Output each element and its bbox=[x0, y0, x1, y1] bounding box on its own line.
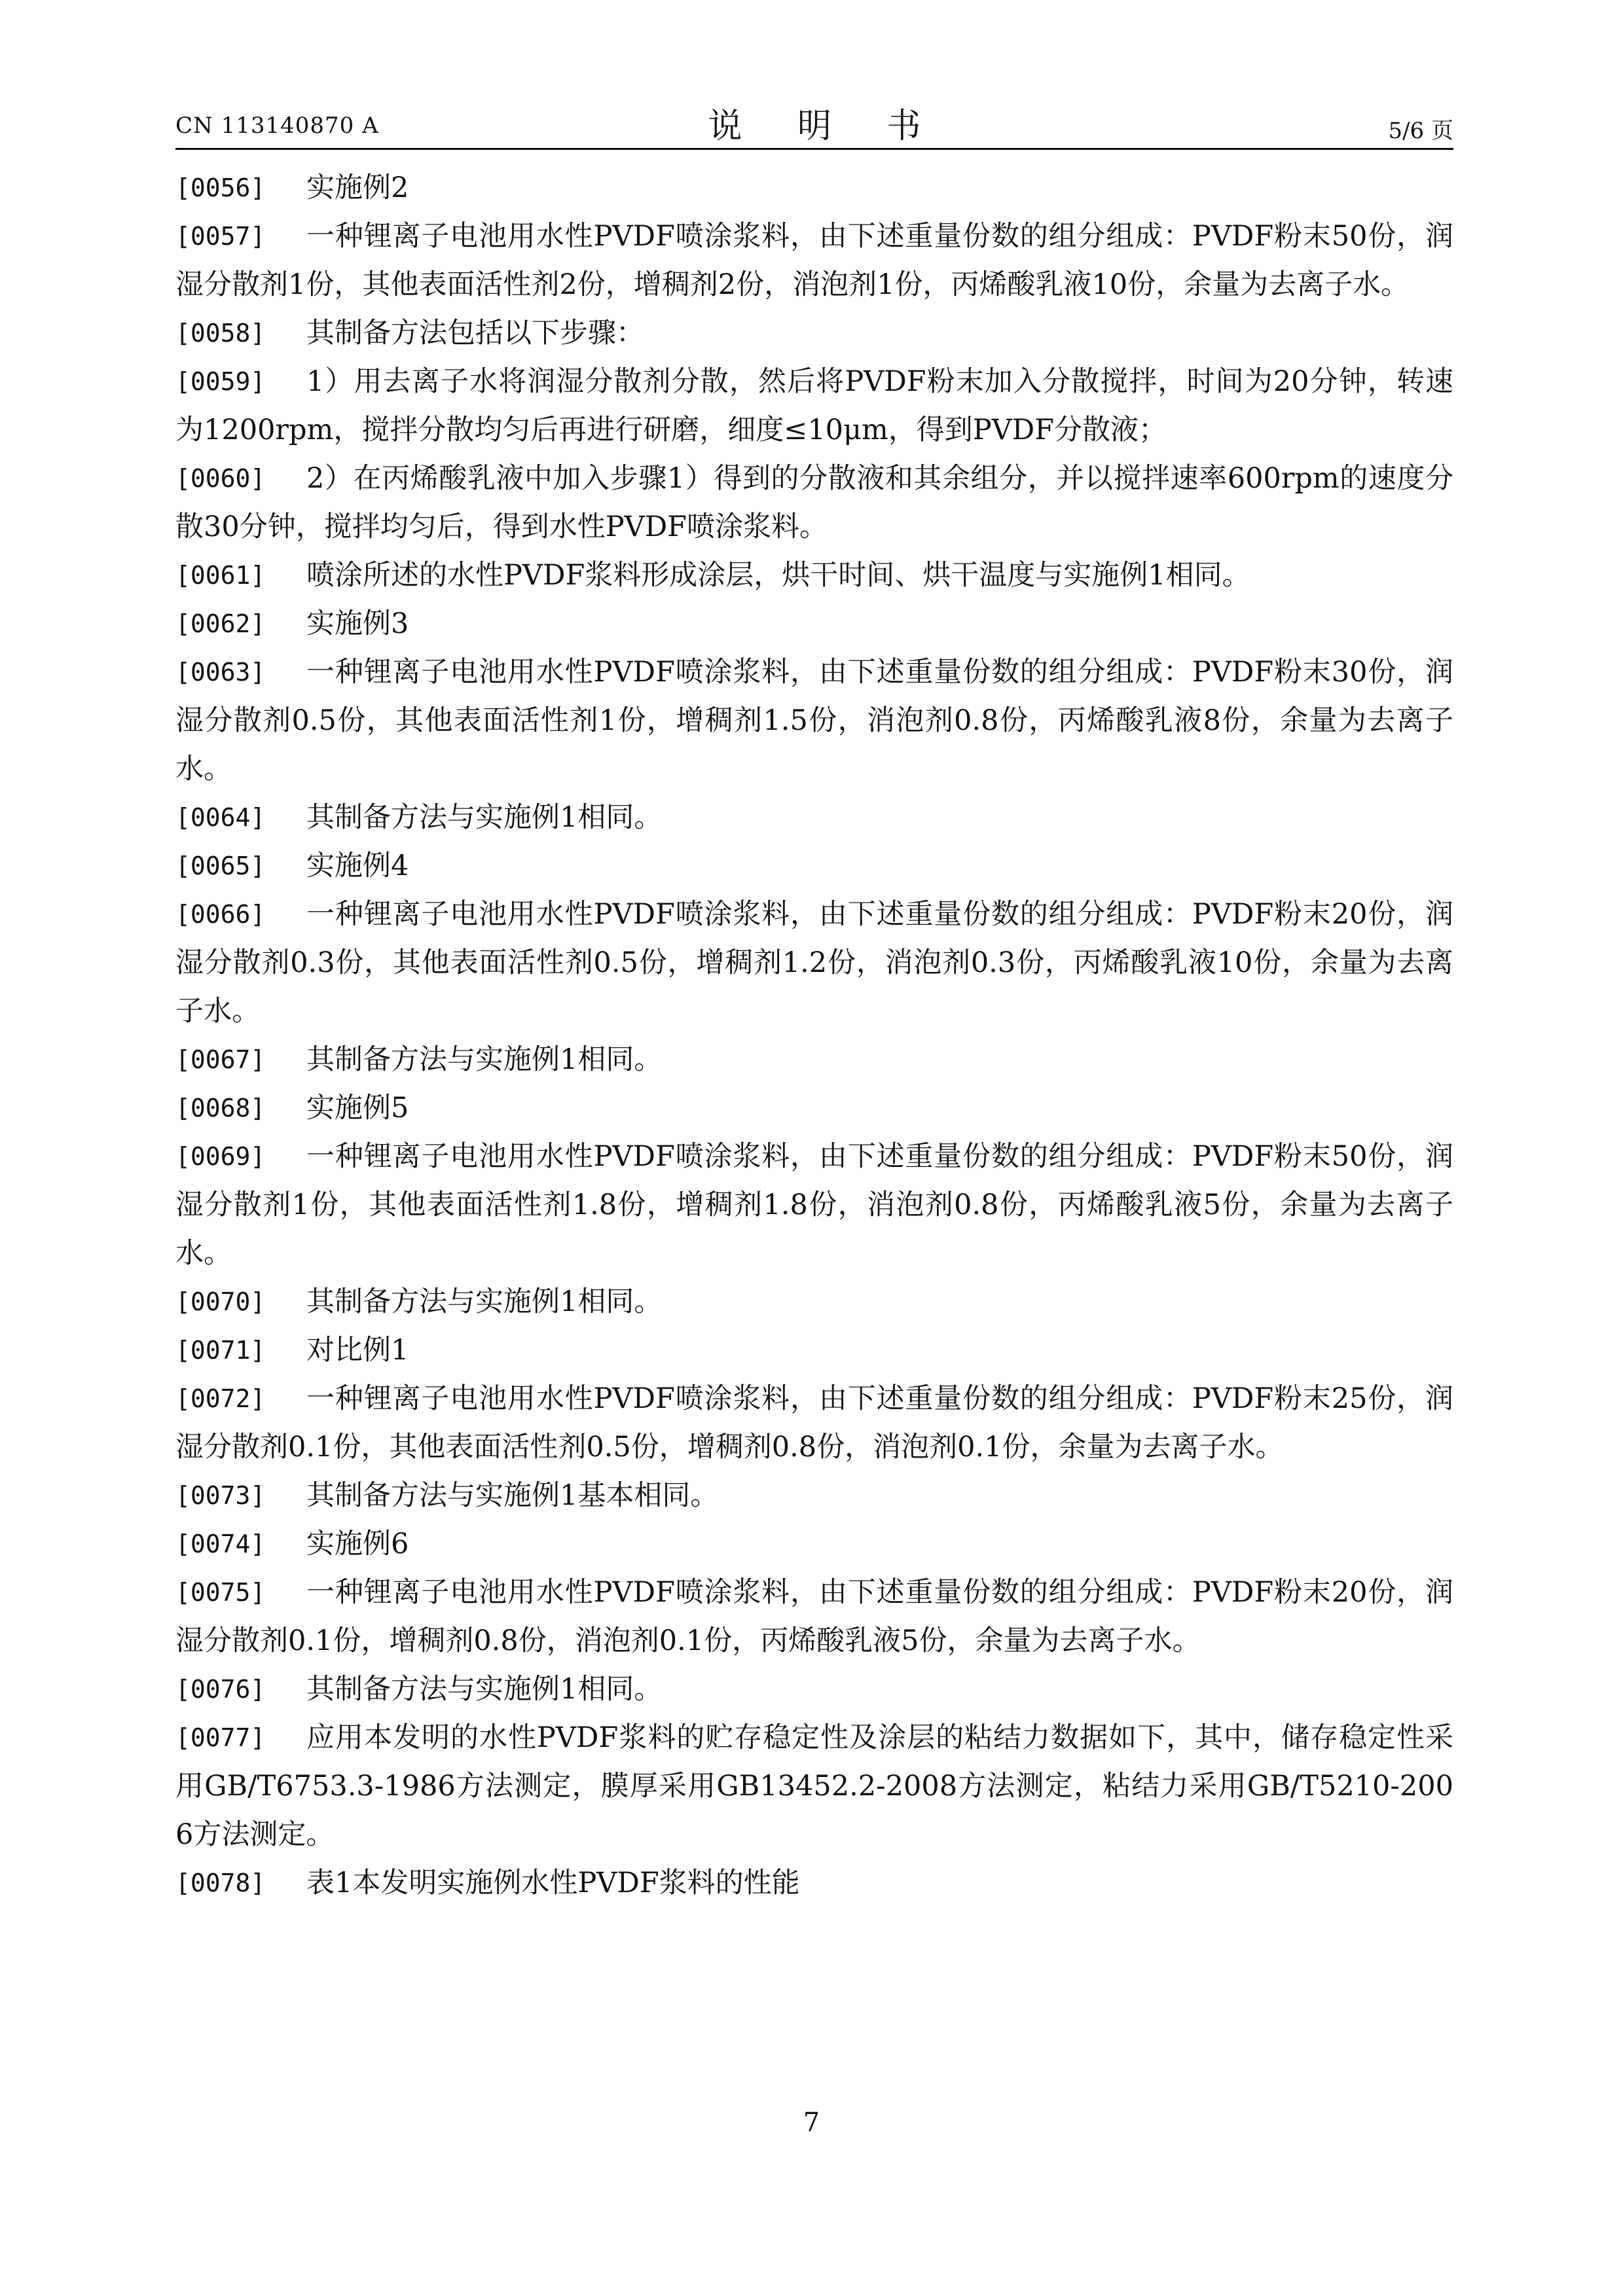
paragraph-text: 实施例3 bbox=[306, 607, 409, 640]
paragraph bbox=[175, 1471, 1453, 1520]
paragraph bbox=[175, 551, 1453, 600]
paragraph-text: 应用本发明的水性PVDF浆料的贮存稳定性及涂层的粘结力数据如下，其中，储存稳定性采用GB/T6753.3-1986方法测定，膜厚采用GB13452.2-2008方法测定，粘结力采用GB/T5210-2006方法测定。 bbox=[175, 1721, 1453, 1851]
paragraph-number: [0058] bbox=[175, 319, 266, 348]
paragraph bbox=[175, 1374, 1453, 1471]
header-divider bbox=[175, 148, 1453, 150]
paragraph-number: [0069] bbox=[175, 1142, 266, 1171]
paragraph-number: [0062] bbox=[175, 609, 266, 638]
paragraph-number: [0077] bbox=[175, 1723, 266, 1752]
paragraph bbox=[175, 309, 1453, 357]
paragraph-text: 其制备方法与实施例1相同。 bbox=[306, 801, 663, 834]
paragraph-number: [0059] bbox=[175, 367, 266, 396]
paragraph-number: [0065] bbox=[175, 852, 266, 880]
paragraph-text: 一种锂离子电池用水性PVDF喷涂浆料，由下述重量份数的组分组成：PVDF粉末25份，润湿分散剂0.1份，其他表面活性剂0.5份，增稠剂0.8份，消泡剂0.1份，余量为去离子水。 bbox=[175, 1382, 1453, 1463]
paragraph-text: 其制备方法与实施例1相同。 bbox=[306, 1285, 663, 1318]
paragraph bbox=[175, 648, 1453, 793]
paragraph-text: 喷涂所述的水性PVDF浆料形成涂层，烘干时间、烘干温度与实施例1相同。 bbox=[306, 559, 1250, 592]
paragraph bbox=[175, 1520, 1453, 1568]
paragraph-number: [0076] bbox=[175, 1675, 266, 1704]
paragraph-text: 实施例5 bbox=[306, 1092, 409, 1124]
paragraph-number: [0061] bbox=[175, 561, 266, 590]
paragraph-number: [0072] bbox=[175, 1384, 266, 1413]
paragraph-number: [0066] bbox=[175, 900, 266, 929]
paragraph-number: [0060] bbox=[175, 464, 266, 493]
paragraph-number: [0073] bbox=[175, 1481, 266, 1510]
document-body bbox=[175, 164, 1453, 1907]
paragraph-text: 实施例6 bbox=[306, 1528, 409, 1560]
paragraph-number: [0078] bbox=[175, 1869, 266, 1897]
paragraph bbox=[175, 600, 1453, 648]
page-header bbox=[175, 98, 1453, 151]
paragraph-text: 一种锂离子电池用水性PVDF喷涂浆料，由下述重量份数的组分组成：PVDF粉末50份，润湿分散剂1份，其他表面活性剂2份，增稠剂2份，消泡剂1份，丙烯酸乳液10份，余量为去离子水。 bbox=[175, 220, 1453, 301]
paragraph-text: 实施例4 bbox=[306, 850, 409, 882]
paragraph bbox=[175, 1326, 1453, 1374]
paragraph-text: 其制备方法包括以下步骤： bbox=[306, 317, 644, 350]
paragraph bbox=[175, 1035, 1453, 1084]
paragraph-number: [0068] bbox=[175, 1094, 266, 1122]
page-number: 7 bbox=[803, 2108, 820, 2138]
paragraph bbox=[175, 1568, 1453, 1665]
paragraph bbox=[175, 357, 1453, 454]
paragraph-text: 其制备方法与实施例1相同。 bbox=[306, 1043, 663, 1076]
paragraph-number: [0057] bbox=[175, 222, 266, 251]
paragraph-number: [0071] bbox=[175, 1336, 266, 1365]
paragraph bbox=[175, 164, 1453, 212]
paragraph-text: 表1本发明实施例水性PVDF浆料的性能 bbox=[306, 1867, 800, 1899]
paragraph bbox=[175, 454, 1453, 551]
paragraph bbox=[175, 1859, 1453, 1907]
paragraph bbox=[175, 1278, 1453, 1326]
paragraph-text: 其制备方法与实施例1基本相同。 bbox=[306, 1479, 719, 1512]
paragraph-text: 其制备方法与实施例1相同。 bbox=[306, 1673, 663, 1706]
paragraph-text: 2）在丙烯酸乳液中加入步骤1）得到的分散液和其余组分，并以搅拌速率600rpm的速度分散30分钟，搅拌均匀后，得到水性PVDF喷涂浆料。 bbox=[175, 462, 1453, 543]
paragraph bbox=[175, 890, 1453, 1035]
paragraph-number: [0070] bbox=[175, 1287, 266, 1316]
page-indicator: 5/6 页 bbox=[1388, 118, 1453, 144]
paragraph-number: [0064] bbox=[175, 803, 266, 832]
paragraph-text: 1）用去离子水将润湿分散剂分散，然后将PVDF粉末加入分散搅拌，时间为20分钟，转速为1200rpm，搅拌分散均匀后再进行研磨，细度≤10μm，得到PVDF分散液； bbox=[175, 365, 1453, 446]
paragraph-text: 对比例1 bbox=[306, 1334, 409, 1367]
paragraph bbox=[175, 1665, 1453, 1713]
paragraph bbox=[175, 1084, 1453, 1132]
paragraph-text: 一种锂离子电池用水性PVDF喷涂浆料，由下述重量份数的组分组成：PVDF粉末20份，润湿分散剂0.3份，其他表面活性剂0.5份，增稠剂1.2份，消泡剂0.3份，丙烯酸乳液10份，余量为去离子水。 bbox=[175, 898, 1453, 1028]
paragraph-number: [0063] bbox=[175, 658, 266, 687]
paragraph bbox=[175, 1132, 1453, 1278]
paragraph-text: 一种锂离子电池用水性PVDF喷涂浆料，由下述重量份数的组分组成：PVDF粉末30份，润湿分散剂0.5份，其他表面活性剂1份，增稠剂1.5份，消泡剂0.8份，丙烯酸乳液8份，余量为去离子水。 bbox=[175, 656, 1453, 785]
paragraph-number: [0056] bbox=[175, 173, 266, 202]
publication-number: CN 113140870 A bbox=[175, 113, 379, 139]
document-title: 说 明 书 bbox=[708, 107, 943, 146]
paragraph-number: [0074] bbox=[175, 1530, 266, 1558]
paragraph bbox=[175, 793, 1453, 842]
paragraph bbox=[175, 842, 1453, 890]
paragraph-number: [0075] bbox=[175, 1578, 266, 1607]
paragraph-number: [0067] bbox=[175, 1045, 266, 1074]
paragraph-text: 一种锂离子电池用水性PVDF喷涂浆料，由下述重量份数的组分组成：PVDF粉末50份，润湿分散剂1份，其他表面活性剂1.8份，增稠剂1.8份，消泡剂0.8份，丙烯酸乳液5份，余量为去离子水。 bbox=[175, 1140, 1453, 1270]
paragraph bbox=[175, 1713, 1453, 1859]
paragraph-text: 实施例2 bbox=[306, 171, 409, 204]
paragraph bbox=[175, 212, 1453, 309]
paragraph-text: 一种锂离子电池用水性PVDF喷涂浆料，由下述重量份数的组分组成：PVDF粉末20份，润湿分散剂0.1份，增稠剂0.8份，消泡剂0.1份，丙烯酸乳液5份，余量为去离子水。 bbox=[175, 1576, 1453, 1657]
